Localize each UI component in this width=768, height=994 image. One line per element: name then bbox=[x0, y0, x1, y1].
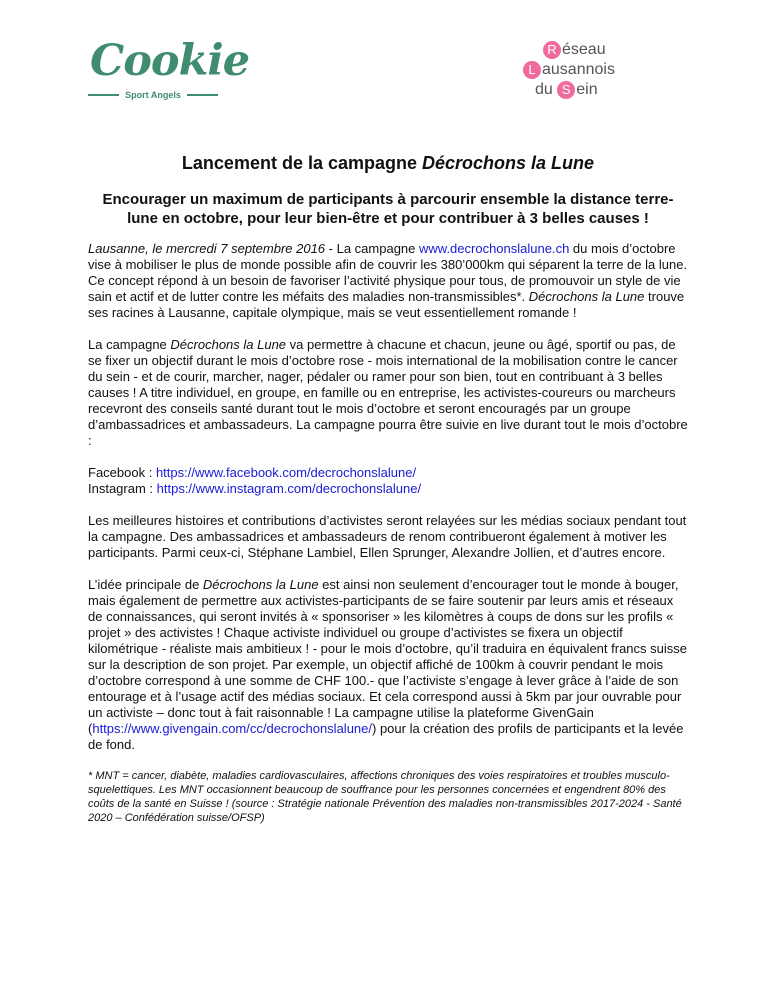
reseau-lausannois-du-sein-logo bbox=[523, 40, 643, 102]
footnote: * MNT = cancer, diabète, maladies cardiovasculaires, affections chroniques des voies respiratoires et troubles musculo-squelettiques. Les MNT occasionnent beaucoup de souffrance pour les personnes concernées et engendrent 80% des coûts de la santé en Suisse ! (source : Stratégie nationale Prévention des maladies non-transmissibles 2017-2024 - Santé 2020 – Confédération suisse/OFSP) bbox=[88, 770, 682, 824]
title-campaign-name: Décrochons la Lune bbox=[422, 153, 595, 173]
rls-word-3: ein bbox=[576, 81, 598, 98]
press-release bbox=[88, 152, 688, 825]
paragraph-ambassadors: Les meilleures histoires et contributions d’activistes seront relayées sur les médias sociaux pendant tout la campagne. Des ambassadrices et ambassadeurs de renom contribueront également à motiver les participants. Parmi ceux-ci, Stéphane Lambiel, Ellen Sprunger, Alexandre Jollien, et d’autres encore. bbox=[88, 513, 687, 560]
title-prefix: Lancement de la campagne bbox=[181, 153, 423, 173]
cookie-logo-tagline-row bbox=[88, 88, 218, 102]
givengain-link[interactable]: https://www.givengain.com/cc/decrochonslalune/ bbox=[92, 721, 372, 736]
instagram-label: Instagram : bbox=[88, 481, 157, 496]
rls-word-3-prefix: du bbox=[535, 81, 558, 98]
instagram-link[interactable]: https://www.instagram.com/decrochonslalune/ bbox=[156, 481, 422, 496]
paragraph-text: trouve ses racines à Lausanne, capitale olympique, mais se veut essentiellement romande ! bbox=[88, 289, 685, 320]
campaign-name: Décrochons la Lune bbox=[528, 289, 645, 304]
rls-logo-line-1 bbox=[543, 40, 606, 60]
website-link[interactable]: www.decrochonslalune.ch bbox=[419, 241, 570, 256]
rls-logo-line-2 bbox=[523, 60, 615, 80]
cookie-logo-wordmark: Cookie bbox=[90, 36, 250, 86]
paragraph-text: La campagne bbox=[88, 337, 171, 352]
paragraph-text: du mois d’octobre vise à mobiliser le plus de monde possible afin de couvrir les 380’000km qui séparent la terre de la lune. Ce concept répond à un besoin de favoriser l’activité physique pour tous, de promouvoir un style de vie sain et actif et de lutter contre les méfaits des maladies non-transmissibles*. bbox=[88, 241, 688, 304]
paragraph-text: va permettre à chacune et chacun, jeune ou âgé, sportif ou pas, de se fixer un objectif durant le mois d’octobre rose - mois international de la mobilisation contre le cancer du sein - et de courir, marcher, nager, pédaler ou ramer pour son bien, tout en contribuant à 3 belles causes ! A titre individuel, en groupe, en famille ou en entreprise, les activistes-coureurs ou marcheurs recevront des conseils santé durant tout le mois d’octobre et seront encouragés par un groupe d’ambassadrices et ambassadeurs. La campagne pourra être suivie en live durant tout le mois d’octobre : bbox=[88, 337, 688, 448]
facebook-label: Facebook : bbox=[88, 465, 156, 480]
paragraph-campaign bbox=[88, 337, 688, 449]
paragraph-text: est ainsi non seulement d’encourager tout le monde à bouger, mais également de permettre aux activistes-participants de se faire soutenir par leurs amis et réseaux de connaissances, qui seront invités à « sponsoriser » les kilomètres à coups de dons sur les profils « projet » des activistes ! Chaque activiste individuel ou groupe d’activistes se fixera un objectif kilométrique - réaliste mais ambitieux ! - pour le mois d’octobre, qu’il traduira en équivalent francs suisse sur la description de son projet. Par exemple, un objectif affiché de 100km à couvrir pendant le mois d’octobre correspond à une somme de CHF 100.- que l’activiste s’engage à lever grâce à l’aide de son entourage et à l’usage actif des médias sociaux. Et cela correspond aussi à 5km par jour ouvrable pour un activiste – donc tout à fait raisonnable ! La campagne utilise la plateforme GivenGain ( bbox=[88, 577, 687, 736]
campaign-name: Décrochons la Lune bbox=[202, 577, 319, 592]
paragraph-text: L’idée principale de bbox=[88, 577, 203, 592]
page-subtitle: Encourager un maximum de participants à parcourir ensemble la distance terre-lune en octobre, pour leur bien-être et pour contribuer à 3 belles causes ! bbox=[102, 191, 674, 227]
paragraph-text: - La campagne bbox=[325, 241, 419, 256]
rls-circle-r: R bbox=[543, 41, 561, 59]
paragraph-main-idea bbox=[88, 577, 688, 753]
divider bbox=[187, 94, 218, 96]
page-title bbox=[88, 152, 688, 174]
rls-logo-line-3 bbox=[535, 80, 598, 100]
rls-circle-s: S bbox=[557, 81, 575, 99]
campaign-name: Décrochons la Lune bbox=[170, 337, 287, 352]
divider bbox=[88, 94, 119, 96]
rls-word-2: ausannois bbox=[542, 61, 615, 78]
paragraph-intro bbox=[88, 241, 688, 321]
rls-word-1: éseau bbox=[562, 41, 606, 58]
cookie-sport-angels-logo bbox=[88, 36, 250, 104]
paragraph-text: ) pour la création des profils de participants et la levée de fond. bbox=[88, 721, 684, 752]
rls-circle-l: L bbox=[523, 61, 541, 79]
dateline: Lausanne, le mercredi 7 septembre 2016 bbox=[88, 241, 326, 256]
social-links bbox=[88, 465, 688, 497]
facebook-link[interactable]: https://www.facebook.com/decrochonslalune/ bbox=[155, 465, 417, 480]
cookie-logo-tagline: Sport Angels bbox=[125, 90, 181, 100]
